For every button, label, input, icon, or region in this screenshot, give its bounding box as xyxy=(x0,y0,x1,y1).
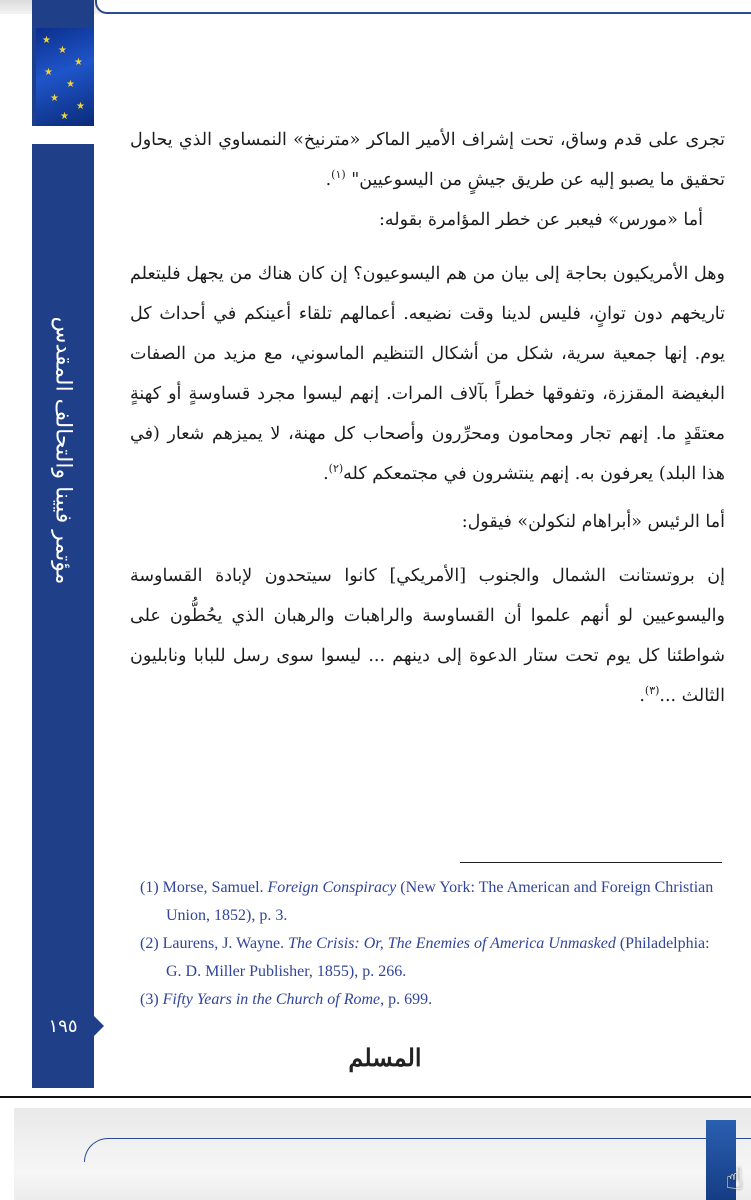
chapter-title-vertical xyxy=(38,150,88,750)
footnote-ref-2: (٢) xyxy=(328,462,344,476)
paragraph-1 xyxy=(130,120,725,200)
main-text xyxy=(130,120,725,716)
page-number-arrow xyxy=(94,1016,104,1036)
lincoln-quote xyxy=(130,556,725,716)
band-gap xyxy=(32,126,94,144)
page-divider xyxy=(0,1096,751,1098)
page-number: ١٩٥ xyxy=(48,1015,78,1037)
footnote-1-title: Foreign Conspiracy xyxy=(267,879,397,896)
lincoln-intro: أما الرئيس «أبراهام لنكولن» فيقول: xyxy=(461,512,725,532)
page-number-tab xyxy=(32,1010,104,1042)
footnote-2-title: The Crisis: Or, The Enemies of America Unmasked xyxy=(288,935,616,952)
paragraph-1-end: . xyxy=(325,170,332,190)
footnotes xyxy=(140,874,725,1014)
paragraph-1-text: تجرى على قدم وساق، تحت إشراف الأمير الماكر «مترنيخ» النمساوي الذي يحاول تحقيق ما يصبو إليه عن طريق جيشٍ من اليسوعيين" xyxy=(130,130,725,190)
next-page-preview xyxy=(14,1108,751,1200)
footnote-1 xyxy=(140,874,725,930)
footnote-3-title: Fifty Years in the Church of Rome xyxy=(162,991,381,1008)
hand-cursor-icon[interactable]: ☝ xyxy=(725,1162,744,1197)
footnote-2-prefix: (2) Laurens, J. Wayne. xyxy=(140,935,289,952)
eu-flag-image: ★ ★ ★ ★ ★ ★ ★ ★ xyxy=(36,28,94,126)
footnote-1-prefix: (1) Morse, Samuel. xyxy=(140,879,268,896)
chapter-title-text: مؤتمر فيينا والتحالف المقدس xyxy=(50,316,76,584)
morse-quote-text: وهل الأمريكيون بحاجة إلى بيان من هم اليسوعيون؟ إن كان هناك من يجهل فليتعلم تاريخهم دون توانٍ، فليس لدينا وقت نضيعه. أعمالهم تلقاء أعينكم في أحداث كل يوم. إنها جمعية سرية، شكل من أشكال التنظيم الماسوني، مع مزيد من الصفات البغيضة المقززة، وتفوقها خطراً بآلاف المرات. إنهم ليسوا مجرد قساوسةٍ أو كهنةٍ معتقَدٍ ما. إنهم تجار ومحامون ومحرِّرون وأصحاب كل مهنة، لا يميزهم شعار (في هذا البلد) يعرفون به. إنهم ينتشرون في مجتمعكم كله xyxy=(130,264,725,484)
top-rule xyxy=(95,0,751,14)
footnote-3-suffix: , p. 699. xyxy=(380,991,433,1008)
publisher-logo: المسلم xyxy=(348,1043,422,1072)
footnote-2-suffix: (Philadelphia: G. D. Miller Publisher, 1855), p. 266. xyxy=(166,935,710,980)
morse-intro: أما «مورس» فيعبر عن خطر المؤامرة بقوله: xyxy=(379,210,703,230)
footnote-2 xyxy=(140,930,725,986)
lincoln-quote-text: إن بروتستانت الشمال والجنوب [الأمريكي] كانوا سيتحدون لإبادة القساوسة واليسوعيين لو أنهم علموا أن القساوسة والراهبات والرهبان الذي يحُطُّون على شواطئنا كل يوم تحت ستار الدعوة إلى دينهم ... ليسوا سوى رسل للبابا ونابليون الثالث ... xyxy=(130,566,725,706)
footnote-3 xyxy=(140,986,725,1014)
lincoln-quote-end: . xyxy=(639,686,645,706)
next-page-rule xyxy=(84,1138,751,1162)
footnote-1-suffix: (New York: The American and Foreign Christian Union, 1852), p. 3. xyxy=(166,879,714,924)
footnote-ref-1: (١) xyxy=(331,168,346,182)
footnote-ref-3: (٣) xyxy=(644,684,660,698)
morse-quote xyxy=(130,254,725,494)
footnote-3-prefix: (3) xyxy=(140,991,163,1008)
morse-quote-end: . xyxy=(323,464,329,484)
footnote-separator xyxy=(460,862,722,863)
